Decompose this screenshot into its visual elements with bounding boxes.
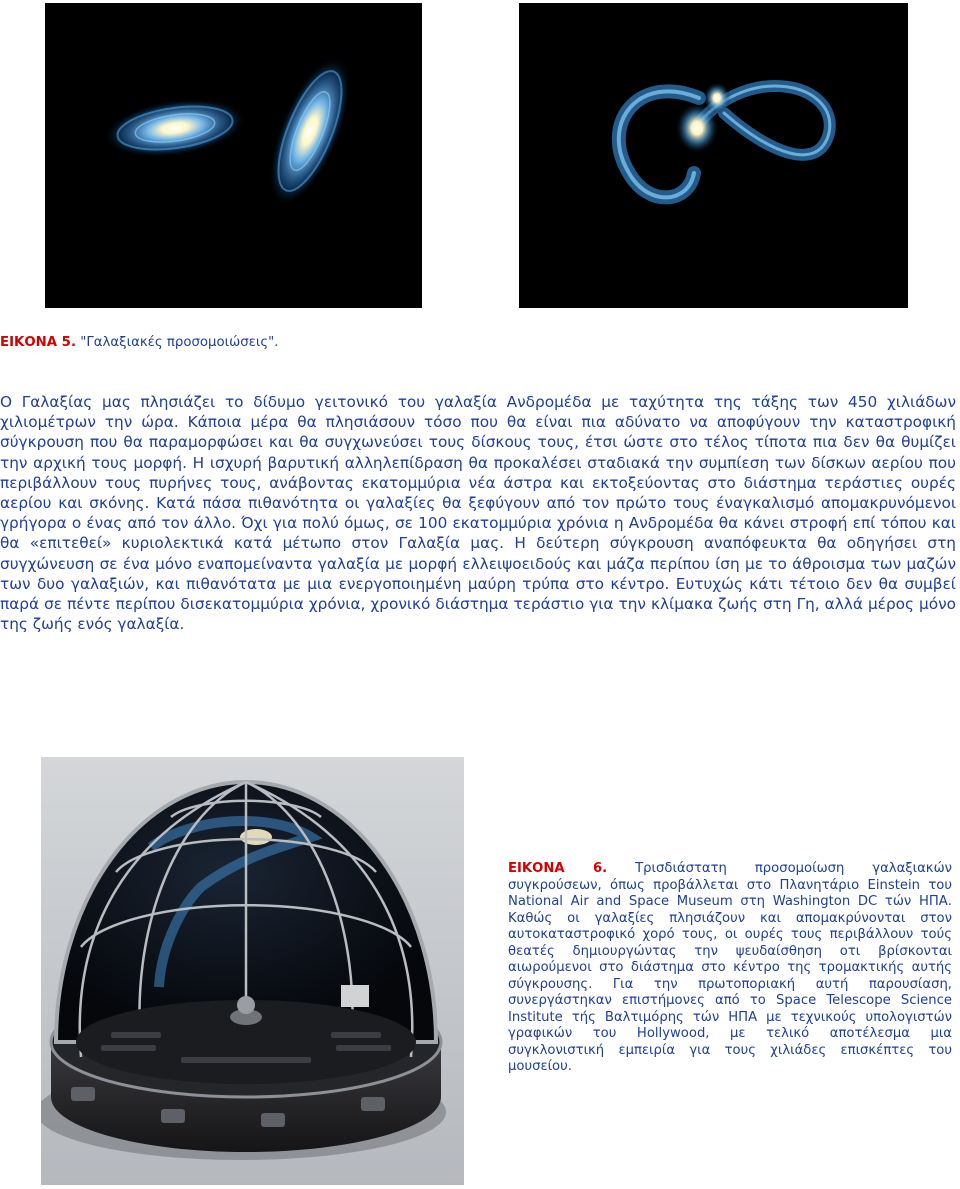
main-paragraph: Ο Γαλαξίας μας πλησιάζει το δίδυμο γειτονικό του γαλαξία Ανδρομέδα με ταχύτητα της τάξης των 450 χιλιάδων χιλιομέτρων την ώρα. Κάποια μέρα θα πλησιάσουν τόσο που θα είναι πια αδύνατο να αποφύγουν την καταστροφική σύγκρουση που θα παραμορφώσει και θα συγχωνεύσει τους δίσκους τους, έτσι ώστε στο τέλος τίποτα πια δεν θα θυμίζει την αρχική τους μορφή. Η ισχυρή βαρυτική αλληλεπίδραση θα προκαλέσει σταδιακά την συμπίεση των δίσκων αερίου που περιβάλλουν τους πυρήνες τους, ανάβοντας εκατομμύρια νέα άστρα και εκτοξεύοντας στο διάστημα τεράστιες ουρές αερίου και σκόνης. Κατά πάσα πιθανότητα οι γαλαξίες θα ξεφύγουν από τον πρώτο τους έναγκαλισμό απομακρυνόμενοι γρήγορα ο ένας από τον άλλο. Όχι για πολύ όμως, σε 100 εκατομμύρια χρόνια η Ανδρομέδα θα κάνει στροφή επί τόπου και θα «επιτεθεί» κυριολεκτικά κατά μέτωπο στον Γαλαξία μας. Η δεύτερη σύγκρουση αναπόφευκτα θα οδηγήσει στη συγχώνευση σε ένα μόνο εναπομείναντα γαλαξία με μορφή ελλειψοειδούς και μάζα περίπου ίση με το άθροισμα των μαζών των δυο γαλαξιών, και πιθανότατα με μια ενεργοποιημένη μαύρη τρύπα στο κέντρο. Ευτυχώς κάτι τέτοιο δεν θα συμβεί παρά σε πέντε περίπου δισεκατομμύρια χρόνια, χρονικό διάστημα τεράστιο για την κλίμακα ζωής στη Γη, αλλά μέρος μόνο της ζωής ενός γαλαξία. [0,393,956,634]
figure-5-caption [0,335,960,351]
figure-6-caption-text: Τρισδιάστατη προσομοίωση γαλαξιακών συγκρούσεων, όπως προβάλλεται στο Πλανητάριο Einstein του National Air and Space Museum στη Washington DC τών ΗΠΑ. Καθώς οι γαλαξίες πλησιάζουν και απομακρύνονται στον αυτοκαταστροφικό χορό τους, οι ουρές τους περιβάλλουν τούς θεατές δημιουργώντας την ψευδαίσθηση οτι βρίσκονται αιωρούμενοι στο διάστημα στο κέντρο της τρομακτικής αυτής σύγκρουσης. Για την πρωτοποριακή αυτή παρουσίαση, συνεργάστηκαν επιστήμονες από το Space Telescope Science Institute τής Βαλτιμόρης τών ΗΠΑ με τεχνικούς υπολογιστών γραφικών του Hollywood, με τελικό αποτέλεσμα μια συγκλονιστική εμπειρία για τους χιλιάδες επισκέπτες του μουσείου. [508,861,952,1074]
galaxy-pair-image [45,3,422,308]
figure-6-caption [508,861,952,1076]
galaxy-merger-image [519,3,908,308]
figure-6-label: ΕΙΚΟΝΑ 6. [508,861,608,876]
planetarium-dome-image [41,757,464,1185]
figure-5-caption-text: "Γαλαξιακές προσομοιώσεις". [76,335,279,350]
figure-5-label: ΕΙΚΟΝΑ 5. [0,335,76,350]
